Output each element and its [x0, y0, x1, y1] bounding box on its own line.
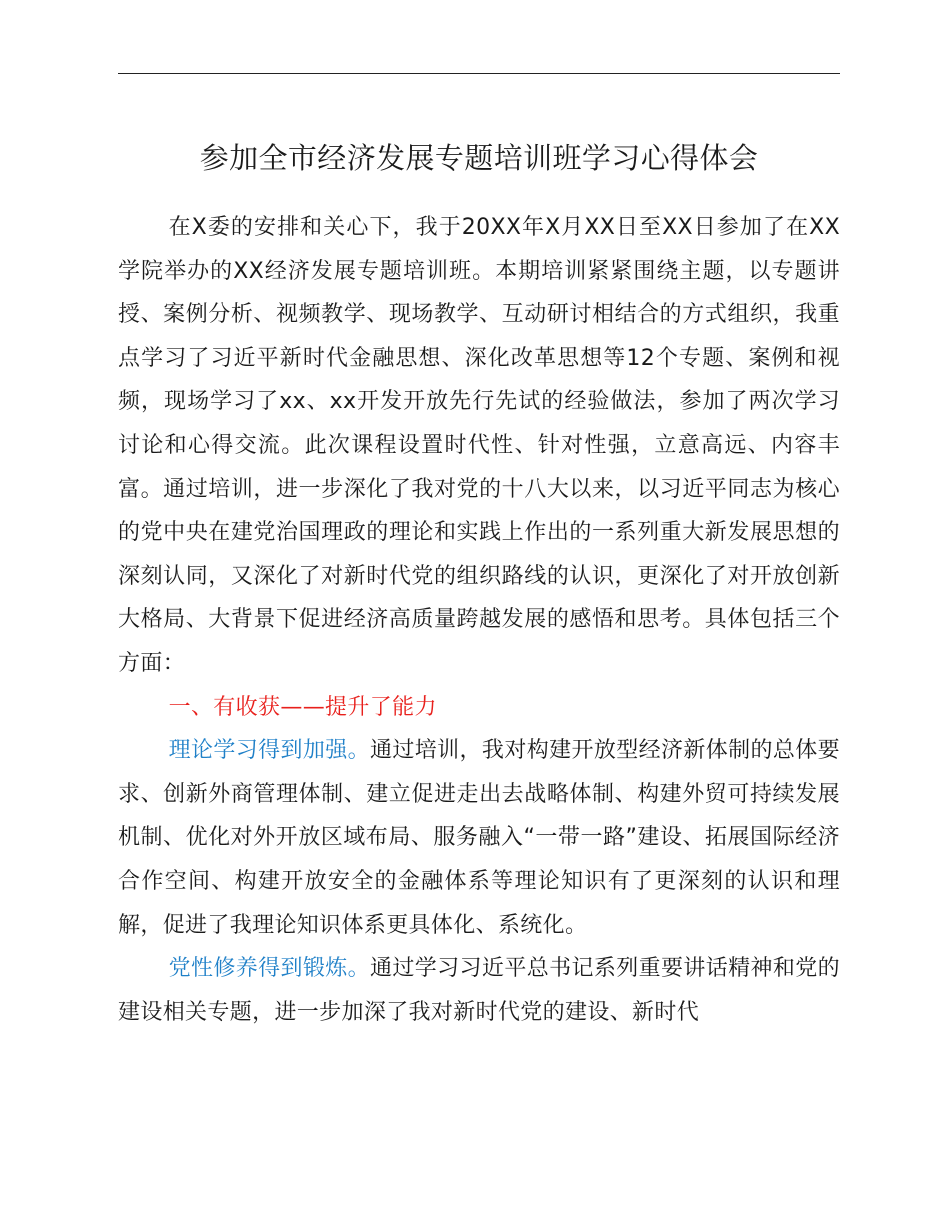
document-body [118, 206, 840, 1034]
section-heading-1-text: 一、有收获——提升了能力 [168, 694, 437, 720]
paragraph-theory-text: 通过培训，我对构建开放型经济新体制的总体要求、创新外商管理体制、建立促进走出去战略体制、构建外贸可持续发展机制、优化对外开放区域布局、服务融入“一带一路”建设、拓展国际经济合作空间、构建开放安全的金融体系等理论知识有了更深刻的认识和理解，促进了我理论知识体系更具体化、系统化。 [118, 738, 840, 938]
paragraph-party-lead: 党性修养得到锻炼。 [168, 956, 371, 982]
document-title: 参加全市经济发展专题培训班学习心得体会 [199, 141, 759, 175]
paragraph-party [118, 947, 840, 1034]
paragraph-theory-lead: 理论学习得到加强。 [168, 738, 371, 764]
header-rule [118, 73, 840, 74]
section-heading-1 [118, 686, 840, 730]
intro-paragraph: 在X委的安排和关心下，我于20XX年X月XX日至XX日参加了在XX学院举办的XX经济发展专题培训班。本期培训紧紧围绕主题，以专题讲授、案例分析、视频教学、现场教学、互动研讨相结合的方式组织，我重点学习了习近平新时代金融思想、深化改革思想等12个专题、案例和视频，现场学习了xx、xx开发开放先行先试的经验做法，参加了两次学习讨论和心得交流。此次课程设置时代性、针对性强，立意高远、内容丰富。通过培训，进一步深化了我对党的十八大以来，以习近平同志为核心的党中央在建党治国理政的理论和实践上作出的一系列重大新发展思想的深刻认同，又深化了对新时代党的组织路线的认识，更深化了对开放创新大格局、大背景下促进经济高质量跨越发展的感悟和思考。具体包括三个方面： [118, 215, 840, 676]
paragraph-theory [118, 729, 840, 947]
paragraph-party-text: 通过学习习近平总书记系列重要讲话精神和党的建设相关专题，进一步加深了我对新时代党的建设、新时代 [118, 956, 840, 1025]
